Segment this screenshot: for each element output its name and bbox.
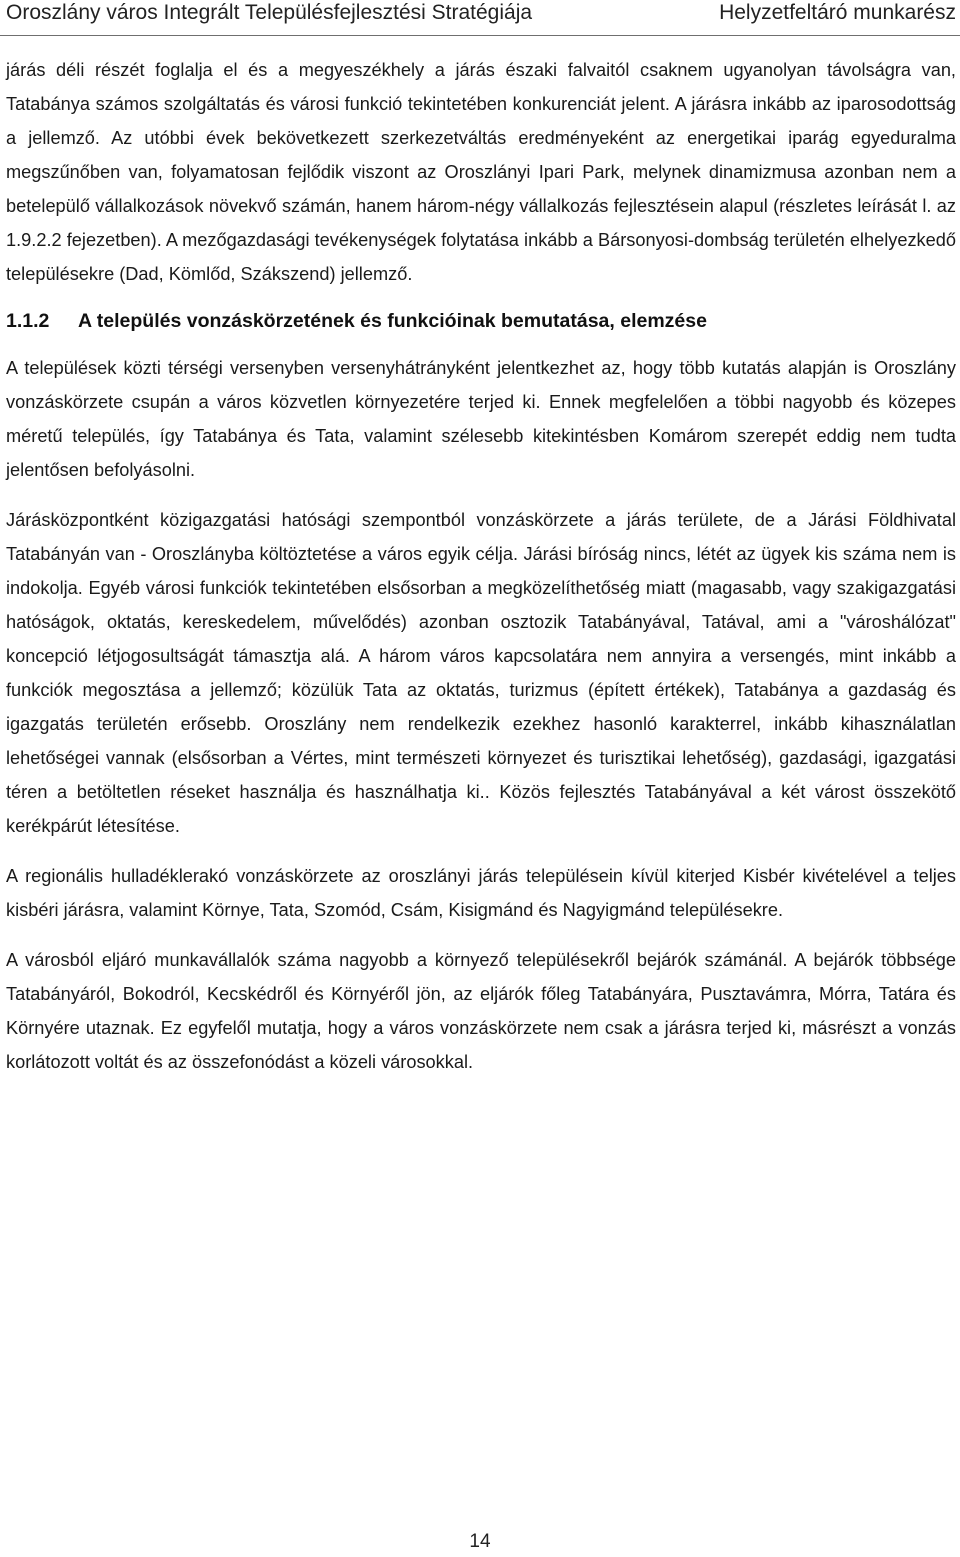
section-heading	[6, 303, 956, 339]
section-number: 1.1.2	[6, 310, 50, 332]
paragraph: A városból eljáró munkavállalók száma nagyobb a környező településekről bejárók számánál. A bejárók többsége Tatabányáról, Bokodról, Kecskédről és Környéről jön, az eljárók főleg Tatabányára, Pusztavámra, Mórra, Tatára és Környére utaznak. Ez egyfelől mutatja, hogy a város vonzáskörzete nem csak a járásra terjed ki, másrészt a vonzás korlátozott voltát és az összefonódást a közeli városokkal.	[6, 950, 956, 1072]
section-title: A település vonzáskörzetének és funkcióinak bemutatása, elemzése	[78, 310, 707, 332]
paragraph: járás déli részét foglalja el és a megyeszékhely a járás északi falvaitól csaknem ugyanolyan távolságra van, Tatabánya számos szolgáltatás és városi funkció tekintetében konkurenciát jelent. A járásra inkább az iparosodottság a jellemző. Az utóbbi évek bekövetkezett szerkezetváltás eredményeként az energetikai iparág egyeduralma megszűnőben van, folyamatosan fejlődik viszont az Oroszlányi Ipari Park, melynek dinamizmusa azonban nem a betelepülő vállalkozások növekvő számán, hanem három-négy vállalkozás fejlesztésein alapul (részletes leírását l. az 1.9.2.2 fejezetben). A mezőgazdasági tevékenységek folytatása inkább a Bársonyosi-dombság területén elhelyezkedő településekre (Dad, Kömlőd, Szákszend) jellemző.	[6, 60, 956, 284]
body-text	[6, 53, 956, 1079]
running-header	[0, 0, 960, 36]
paragraph: A regionális hulladéklerakó vonzáskörzete az oroszlányi járás településein kívül kiterjed Kisbér kivételével a teljes kisbéri járásra, valamint Környe, Tata, Szomód, Csám, Kisigmánd és Nagyigmánd településekre.	[6, 866, 956, 920]
document-title: Oroszlány város Integrált Településfejlesztési Stratégiája	[6, 1, 533, 24]
paragraph: A települések közti térségi versenyben versenyhátrányként jelentkezhet az, hogy több kutatás alapján is Oroszlány vonzáskörzete csupán a város közvetlen környezetére terjed ki. Ennek megfelelően a többi nagyobb és közepes méretű település, így Tatabánya és Tata, valamint szélesebb kitekintésben Komárom szerepét eddig nem tudta jelentősen befolyásolni.	[6, 358, 956, 480]
page-number: 14	[469, 1531, 491, 1552]
section-label: Helyzetfeltáró munkarész	[719, 1, 956, 24]
paragraph: Járásközpontként közigazgatási hatósági szempontból vonzáskörzete a járás területe, de a Járási Földhivatal Tatabányán van - Oroszlányba költöztetése a város egyik célja. Járási bíróság nincs, létét az ügyek kis száma nem is indokolja. Egyéb városi funkciók tekintetében elsősorban a megközelíthetőség miatt (magasabb, vagy szakigazgatási hatóságok, oktatás, kereskedelem, művelődés) azonban osztozik Tatabányával, Tatával, ami a "városhálózat" koncepció létjogosultságát támasztja alá. A három város kapcsolatára nem annyira a versengés, mint inkább a funkciók megosztása a jellemző; közülük Tata az oktatás, turizmus (épített értékek), Tatabánya a gazdaság és igazgatás területén erősebb. Oroszlány nem rendelkezik ezekhez hasonló karakterrel, inkább kihasználatlan lehetőségei vannak (elsősorban a Vértes, mint természeti környezet és turisztikai lehetőség), gazdasági, igazgatási téren a betöltetlen réseket használja és használhatja ki.. Közös fejlesztés Tatabányával a két várost összekötő kerékpárút létesítése.	[6, 510, 956, 836]
